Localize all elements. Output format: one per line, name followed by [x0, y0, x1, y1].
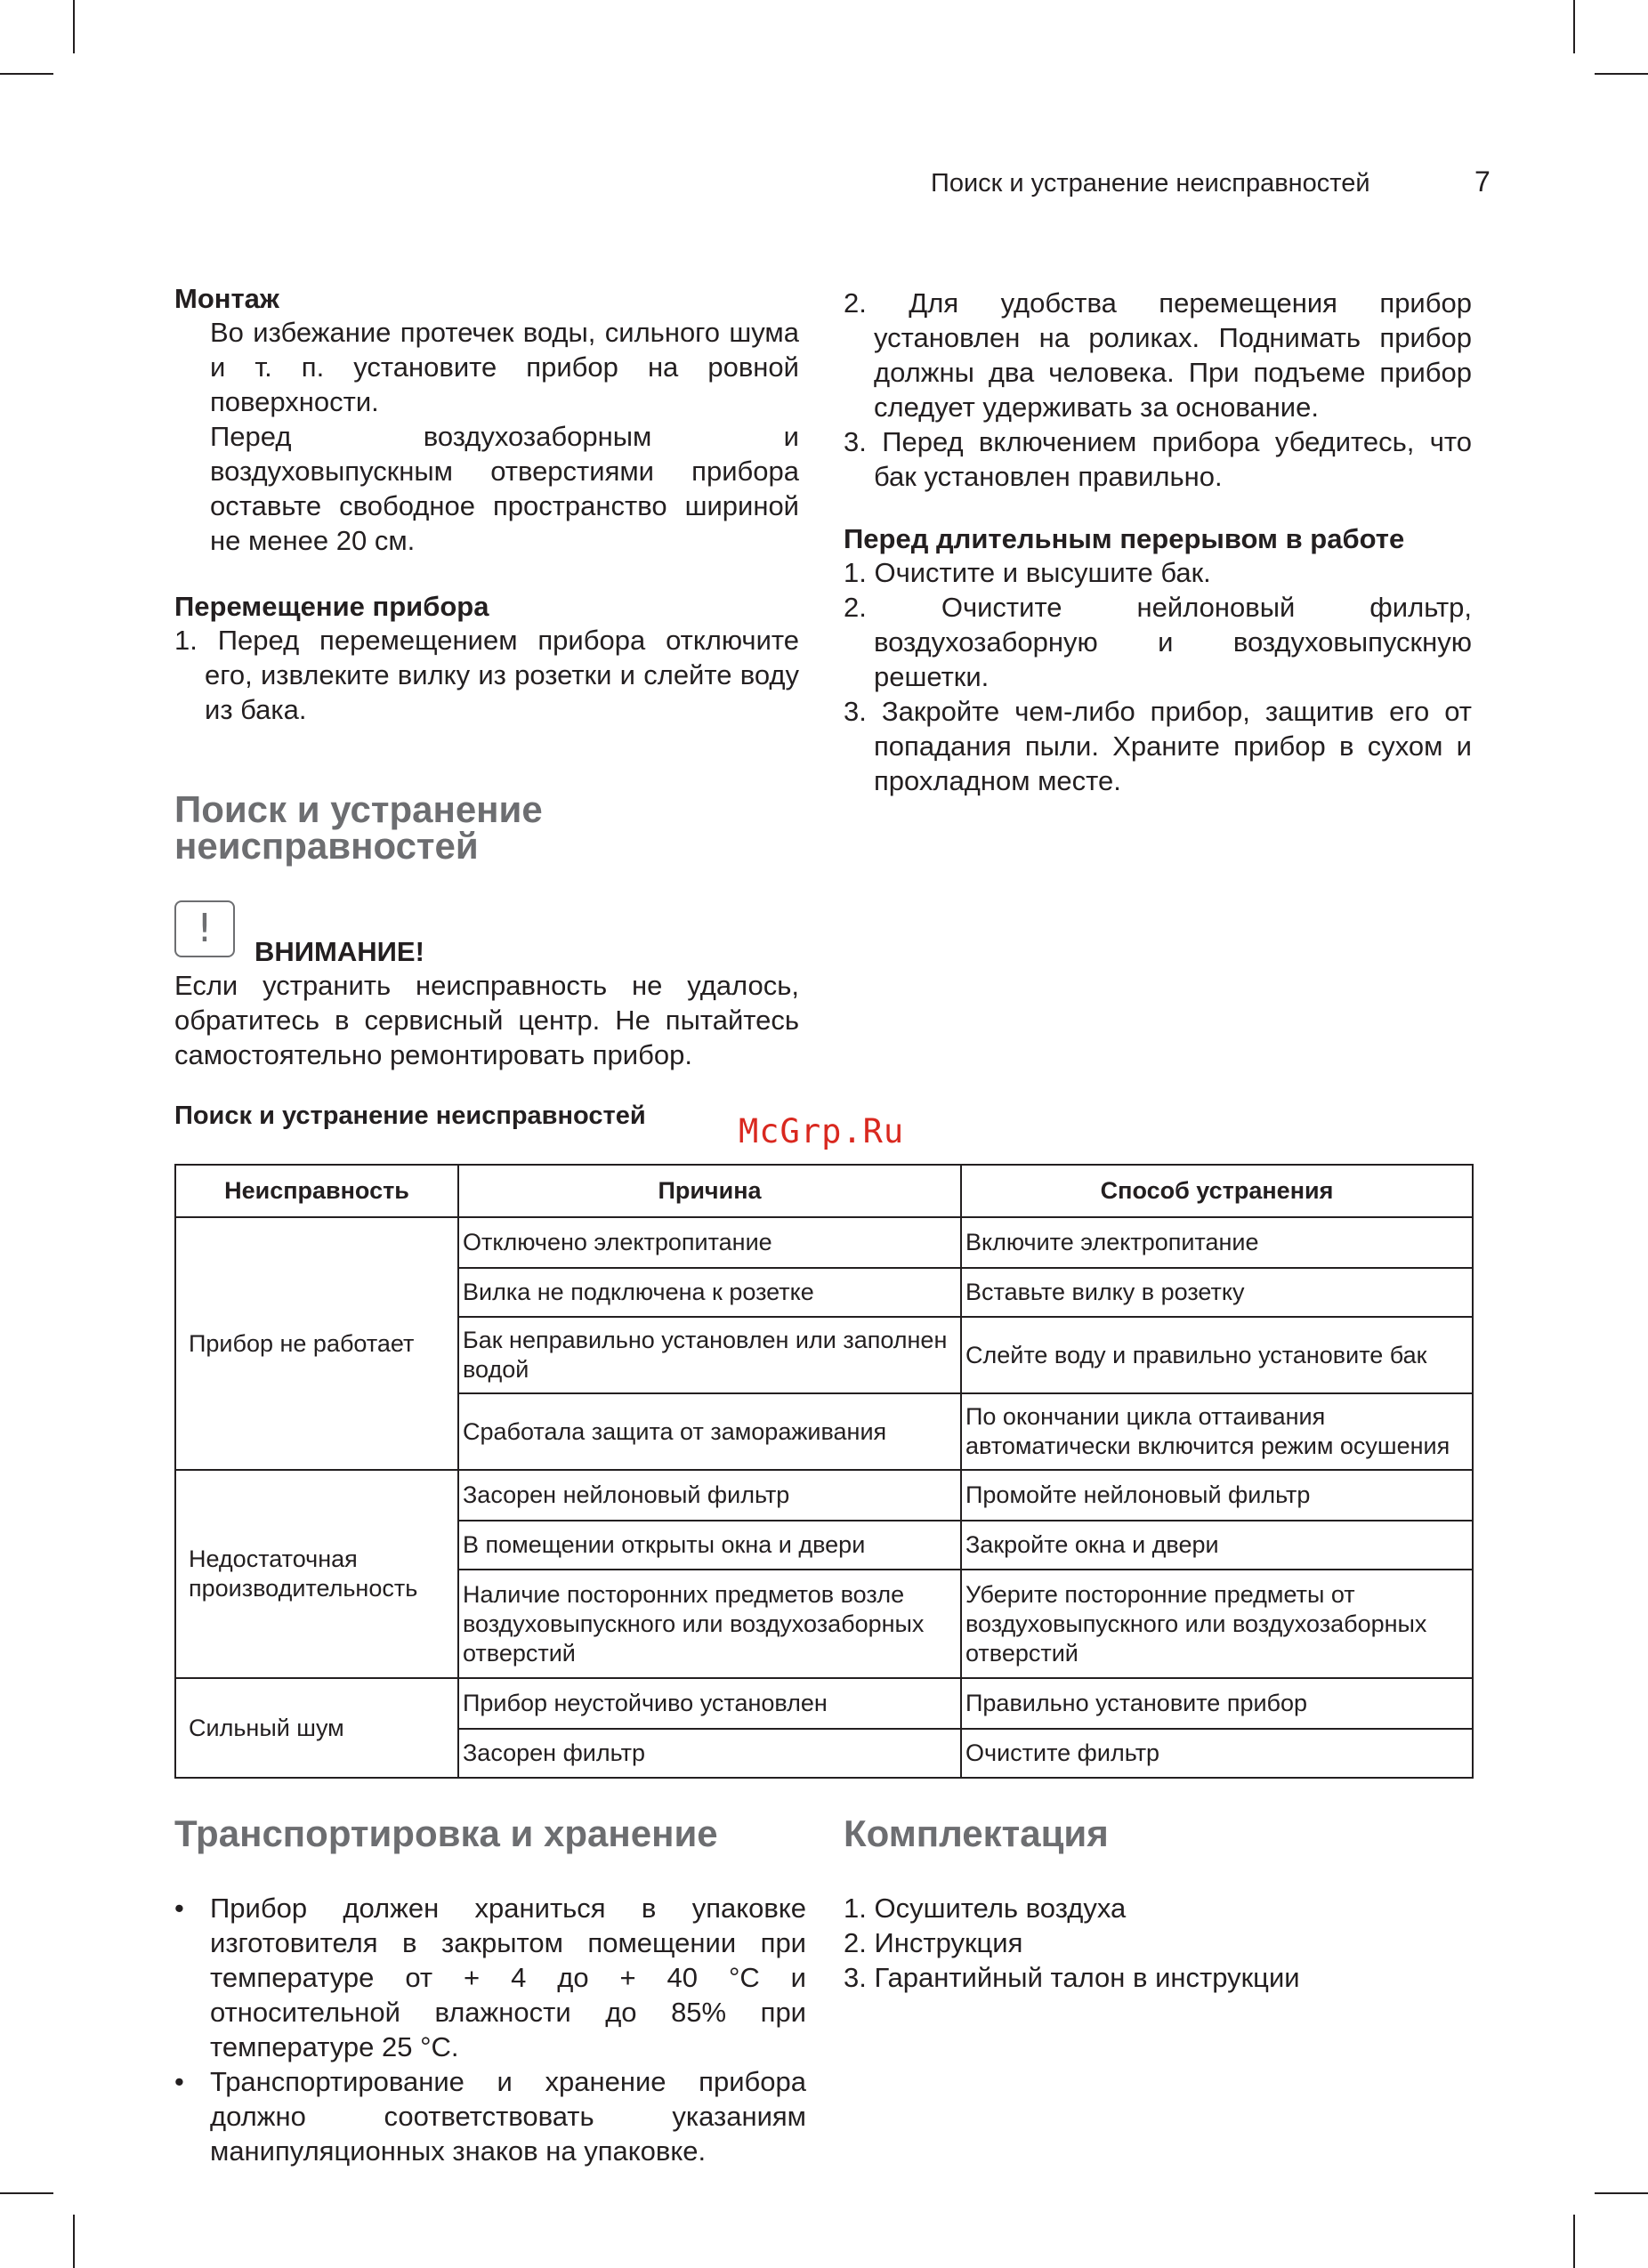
cause-cell: В помещении открыты окна и двери — [458, 1521, 961, 1570]
problem-cell: Сильный шум — [175, 1678, 458, 1778]
column-header: Способ устранения — [961, 1165, 1473, 1217]
table-header-row — [175, 1165, 1473, 1217]
remedy-cell: Правильно установите прибор — [961, 1678, 1473, 1729]
long-break-section — [844, 523, 1472, 798]
montage-title: Монтаж — [174, 283, 279, 314]
cause-cell: Вилка не подключена к розетке — [458, 1268, 961, 1317]
list-item: 2. Инструкция — [844, 1927, 1023, 1958]
crop-mark — [1573, 0, 1575, 53]
warning-text: Если устранить неисправность не удалось, обратитесь в сервисный центр. Не пытайтесь самостоятельно ремонтировать прибор. — [174, 970, 799, 1070]
bullet-icon: • — [174, 2066, 184, 2097]
crop-mark — [1595, 73, 1648, 75]
remedy-cell: Вставьте вилку в розетку — [961, 1268, 1473, 1317]
column-header: Причина — [458, 1165, 961, 1217]
remedy-cell: По окончании цикла оттаивания автоматически включится режим осушения — [961, 1393, 1473, 1470]
moving-continued — [844, 286, 1472, 494]
cause-cell: Отключено электропитание — [458, 1217, 961, 1268]
table-row — [175, 1470, 1473, 1521]
cause-cell: Сработала защита от замораживания — [458, 1393, 961, 1470]
cause-cell: Прибор неустойчиво установлен — [458, 1678, 961, 1729]
list-item: 3. Перед включением прибора убедитесь, что бак установлен правильно. — [844, 426, 1472, 492]
warning-icon: ! — [174, 900, 235, 957]
running-header: Поиск и устранение неисправностей — [931, 169, 1370, 198]
list-item: 1. Перед перемещением прибора отключите его, извлеките вилку из розетки и слейте воду из бака. — [174, 625, 799, 725]
list-item: 1. Очистите и высушите бак. — [844, 557, 1211, 588]
montage-section — [174, 283, 799, 558]
watermark: McGrp.Ru — [739, 1112, 905, 1150]
transport-section — [174, 1812, 806, 2168]
moving-section — [174, 591, 799, 727]
problem-cell: Недостаточная производительность — [175, 1470, 458, 1678]
remedy-cell: Закройте окна и двери — [961, 1521, 1473, 1570]
troubleshooting-table — [174, 1164, 1474, 1779]
crop-mark — [1595, 2192, 1648, 2194]
list-item — [174, 1891, 806, 2064]
page-number: 7 — [1474, 165, 1490, 198]
crop-mark — [0, 73, 53, 75]
remedy-cell: Уберите посторонние предметы от воздуховыпускного или воздухозаборных отверстий — [961, 1570, 1473, 1678]
long-break-title: Перед длительным перерывом в работе — [844, 523, 1405, 554]
list-item: 2. Для удобства перемещения прибор установлен на роликах. Поднимать прибор должны два человека. При подъеме прибор следует удерживать за основание. — [844, 287, 1472, 423]
table-row — [175, 1678, 1473, 1729]
crop-mark — [73, 0, 75, 53]
list-item: 2. Очистите нейлоновый фильтр, воздухозаборную и воздуховыпускную решетки. — [844, 592, 1472, 692]
transport-heading: Транспортировка и хранение — [174, 1812, 718, 1854]
list-item-text: Транспортирование и хранение прибора должно соответствовать указаниям манипуляционных знаков на упаковке. — [210, 2066, 806, 2167]
montage-paragraph: Перед воздухозаборным и воздуховыпускным отверстиями прибора оставьте свободное пространство шириной не менее 20 см. — [210, 421, 799, 556]
bullet-icon: • — [174, 1893, 184, 1924]
cause-cell: Бак неправильно установлен или заполнен водой — [458, 1317, 961, 1393]
remedy-cell: Очистите фильтр — [961, 1729, 1473, 1778]
warning-title: ВНИМАНИЕ! — [254, 936, 424, 967]
column-header: Неисправность — [175, 1165, 458, 1217]
problem-cell: Прибор не работает — [175, 1217, 458, 1470]
remedy-cell: Промойте нейлоновый фильтр — [961, 1470, 1473, 1521]
contents-section — [844, 1812, 1472, 1995]
heading-line: неисправностей — [174, 825, 479, 867]
table-row — [175, 1217, 1473, 1268]
contents-heading: Комплектация — [844, 1812, 1109, 1854]
cause-cell: Наличие посторонних предметов возле воздуховыпускного или воздухозаборных отверстий — [458, 1570, 961, 1678]
crop-mark — [1573, 2215, 1575, 2268]
table-title: Поиск и устранение неисправностей — [174, 1102, 646, 1130]
crop-mark — [73, 2215, 75, 2268]
list-item: 1. Осушитель воздуха — [844, 1893, 1127, 1924]
cause-cell: Засорен фильтр — [458, 1729, 961, 1778]
troubleshooting-heading — [174, 788, 543, 867]
list-item: 3. Закройте чем-либо прибор, защитив его от попадания пыли. Храните прибор в сухом и прохладном месте. — [844, 696, 1472, 796]
crop-mark — [0, 2192, 53, 2194]
list-item: 3. Гарантийный талон в инструкции — [844, 1962, 1300, 1993]
cause-cell: Засорен нейлоновый фильтр — [458, 1470, 961, 1521]
remedy-cell: Включите электропитание — [961, 1217, 1473, 1268]
heading-line: Поиск и устранение — [174, 788, 543, 830]
list-item-text: Прибор должен храниться в упаковке изготовителя в закрытом помещении при температуре от + 4 до + 40 °C и относительной влажности до 85% при температуре 25 °C. — [210, 1893, 806, 2062]
montage-paragraph: Во избежание протечек воды, сильного шума и т. п. установите прибор на ровной поверхности. — [210, 317, 799, 417]
list-item — [174, 2064, 806, 2168]
remedy-cell: Слейте воду и правильно установите бак — [961, 1317, 1473, 1393]
moving-title: Перемещение прибора — [174, 591, 489, 622]
